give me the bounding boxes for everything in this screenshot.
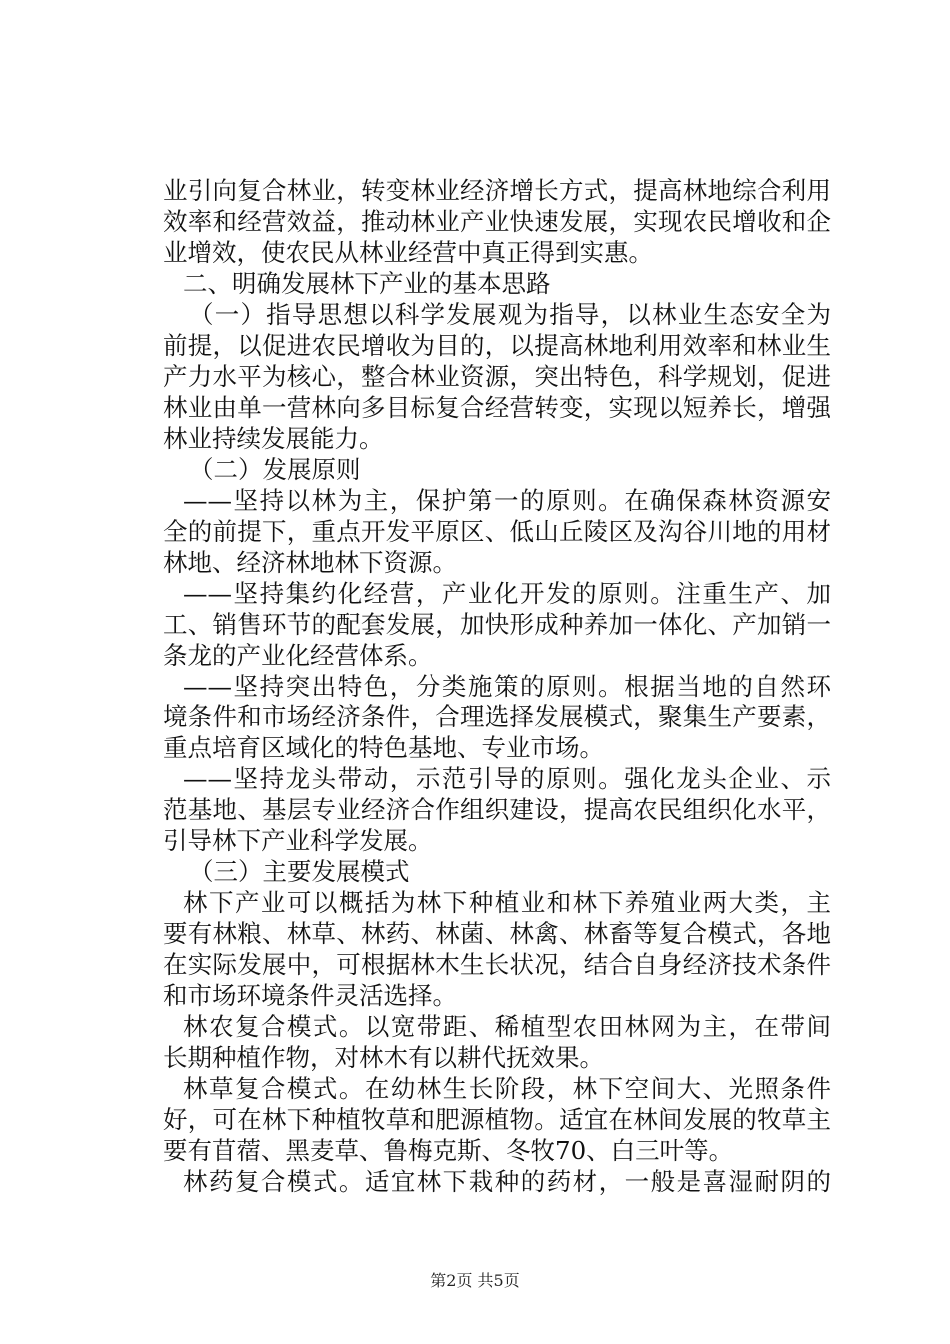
paragraph-line: 林下产业可以概括为林下种植业和林下养殖业两大类，主 — [183, 888, 831, 917]
paragraph-line: 产力水平为核心，整合林业资源，突出特色，科学规划，促进 — [163, 362, 831, 391]
paragraph-line: 工、销售环节的配套发展，加快形成种养加一体化、产加销一 — [163, 610, 831, 639]
paragraph-line: ——坚持龙头带动，示范引导的原则。强化龙头企业、示 — [183, 764, 831, 793]
paragraph-line: 效率和经营效益，推动林业产业快速发展，实现农民增收和企 — [163, 207, 831, 236]
section-heading: 二、明确发展林下产业的基本思路 — [183, 269, 551, 298]
paragraph-line: 重点培育区域化的特色基地、专业市场。 — [163, 733, 604, 762]
paragraph-line: 在实际发展中，可根据林木生长状况，结合自身经济技术条件 — [163, 950, 831, 979]
paragraph-line: 林业由单一营林向多目标复合经营转变，实现以短养长，增强 — [163, 393, 831, 422]
paragraph-line: ——坚持集约化经营，产业化开发的原则。注重生产、加 — [183, 579, 831, 608]
paragraph-line: 林农复合模式。以宽带距、稀植型农田林网为主，在带间 — [183, 1012, 831, 1041]
paragraph-line: 要有林粮、林草、林药、林菌、林禽、林畜等复合模式，各地 — [163, 919, 831, 948]
paragraph-line: 林地、经济林地林下资源。 — [163, 548, 457, 577]
paragraph-line: 要有苜蓿、黑麦草、鲁梅克斯、冬牧70、白三叶等。 — [163, 1136, 734, 1165]
paragraph-line: 引导林下产业科学发展。 — [163, 826, 433, 855]
paragraph-line: 好，可在林下种植牧草和肥源植物。适宜在林间发展的牧草主 — [163, 1105, 831, 1134]
paragraph-line: 前提，以促进农民增收为目的，以提高林地利用效率和林业生 — [163, 331, 831, 360]
paragraph-line: 条龙的产业化经营体系。 — [163, 641, 433, 670]
subsection-heading: （二）发展原则 — [189, 455, 361, 484]
page-number-label: 第2页 共5页 — [430, 1271, 520, 1290]
paragraph-line: 境条件和市场经济条件，合理选择发展模式，聚集生产要素， — [163, 702, 831, 731]
paragraph-line: 和市场环境条件灵活选择。 — [163, 981, 457, 1010]
paragraph-line: 业引向复合林业，转变林业经济增长方式，提高林地综合利用 — [163, 176, 831, 205]
paragraph-line: 林业持续发展能力。 — [163, 424, 384, 453]
paragraph-line: 全的前提下，重点开发平原区、低山丘陵区及沟谷川地的用材 — [163, 517, 831, 546]
paragraph-line: ——坚持突出特色，分类施策的原则。根据当地的自然环 — [183, 672, 831, 701]
paragraph-line: ——坚持以林为主，保护第一的原则。在确保森林资源安 — [183, 486, 831, 515]
paragraph-line: 林药复合模式。适宜林下栽种的药材，一般是喜湿耐阴的 — [183, 1167, 831, 1196]
paragraph-line: 林草复合模式。在幼林生长阶段，林下空间大、光照条件 — [183, 1074, 831, 1103]
subsection-heading: （三）主要发展模式 — [189, 857, 410, 886]
paragraph-line: 范基地、基层专业经济合作组织建设，提高农民组织化水平， — [163, 795, 831, 824]
paragraph-line: （一）指导思想以科学发展观为指导，以林业生态安全为 — [189, 300, 831, 329]
paragraph-line: 长期种植作物，对林木有以耕代抚效果。 — [163, 1043, 604, 1072]
page-footer — [0, 1269, 950, 1293]
paragraph-line: 业增效，使农民从林业经营中真正得到实惠。 — [163, 238, 653, 267]
